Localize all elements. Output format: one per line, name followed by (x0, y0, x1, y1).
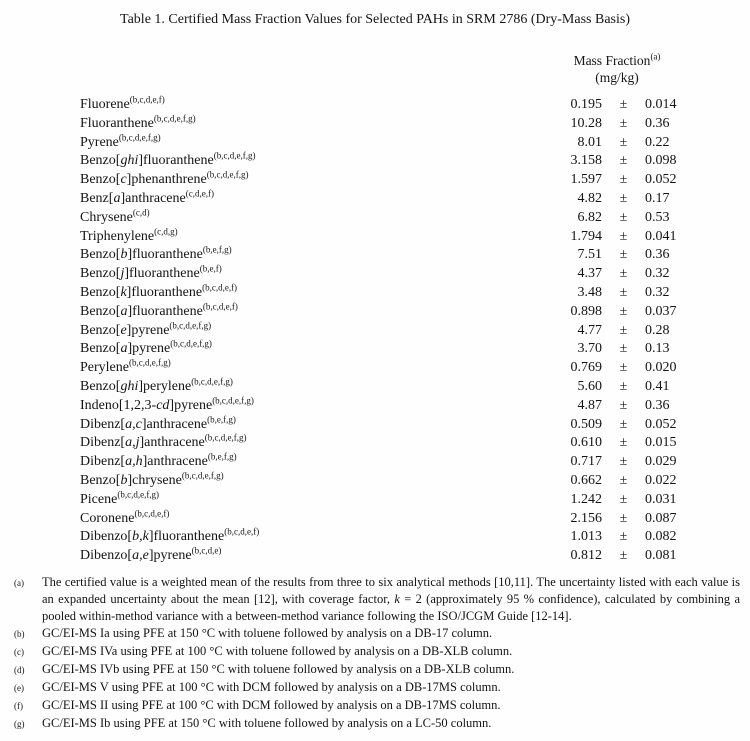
method-superscript: (c,d,g) (154, 225, 178, 236)
uncertainty-value: 0.17 (645, 190, 670, 206)
footnote (14, 643, 740, 661)
table-row (80, 526, 680, 548)
footnotes (14, 574, 740, 733)
plus-minus-sign: ± (619, 491, 628, 507)
footnote-text: GC/EI-MS IVa using PFE at 100 °C with toluene followed by analysis on a DB-XLB column. (42, 644, 513, 658)
compound-name: Chrysene$^{(c,d)}$ (80, 207, 150, 225)
uncertainty-value: 0.015 (645, 435, 677, 451)
footnote-text: GC/EI-MS Ia using PFE at 150 °C with toluene followed by analysis on a DB-17 column. (42, 626, 493, 640)
method-superscript: (b,e,f,g) (202, 244, 232, 255)
compound-name: Perylene$^{(b,c,d,e,f,g)}$ (80, 357, 171, 376)
method-superscript: (b,c,d,e,f,g) (170, 338, 212, 349)
plus-minus-sign: ± (619, 416, 628, 432)
plus-minus-sign: ± (619, 548, 628, 564)
method-superscript: (b,c,d,e,f) (202, 301, 238, 312)
compound-name: Benzo[b]chrysene$^{(b,c,d,e,f,g)}$ (80, 470, 224, 488)
compound-name: Triphenylene$^{(c,d,g)}$ (80, 225, 178, 244)
uncertainty-value: 0.36 (645, 247, 670, 263)
uncertainty-value: 0.031 (645, 491, 677, 507)
method-superscript: (b,c,d,e,f,g) (153, 113, 196, 124)
table-row (80, 507, 680, 530)
table-row (80, 150, 680, 172)
compound-name: Picene$^{(b,c,d,e,f,g)}$ (80, 489, 160, 507)
footnote (14, 715, 740, 733)
table-row (80, 263, 680, 285)
mass-fraction-value: 4.87 (577, 397, 602, 413)
method-superscript: (b,e,f) (199, 263, 222, 274)
compound-name: Fluoranthene$^{(b,c,d,e,f,g)}$ (80, 113, 196, 131)
compound-name: Indeno[1,2,3-cd]pyrene$^{(b,c,d,e,f,g)}$ (80, 395, 254, 413)
footnote-marker: (g) (14, 719, 25, 729)
footnote-marker: (f) (14, 701, 23, 711)
footnote (14, 625, 740, 643)
plus-minus-sign: ± (619, 529, 628, 545)
plus-minus-sign: ± (619, 134, 628, 150)
table-row (80, 225, 680, 248)
column-header-unit: (mg/kg) (595, 70, 639, 85)
uncertainty-value: 0.32 (645, 284, 670, 300)
mass-fraction-value: 7.51 (577, 247, 602, 263)
plus-minus-sign: ± (619, 435, 628, 451)
table-row (80, 432, 680, 454)
mass-fraction-value: 0.898 (570, 303, 602, 319)
footnote (14, 661, 740, 679)
uncertainty-value: 0.029 (645, 454, 677, 470)
uncertainty-value: 0.020 (645, 360, 677, 376)
mass-fraction-value: 1.242 (570, 491, 602, 507)
plus-minus-sign: ± (619, 284, 628, 300)
table-row (80, 113, 680, 135)
plus-minus-sign: ± (619, 397, 628, 413)
method-superscript: (b,c,d,e,f) (202, 282, 238, 293)
footnote-text: GC/EI-MS IVb using PFE at 150 °C with toluene followed by analysis on a DB-XLB column. (42, 662, 515, 676)
footnote-marker: (a) (14, 578, 24, 588)
compound-name: Dibenz[a,h]anthracene$^{(b,e,f,g)}$ (80, 451, 237, 470)
footnote-text: The certified value is a weighted mean of the results from three to six analytical methods [10,11]. The uncertainty listed with each value is an expanded uncertainty about the mean [12], with coverage factor, k = 2 (approximately 95 % confidence), calculated by combining a pooled within-method variance with a between-method variance following the ISO/JCGM Guide [12-14]. (42, 575, 740, 623)
plus-minus-sign: ± (619, 341, 628, 357)
plus-minus-sign: ± (619, 247, 628, 263)
plus-minus-sign: ± (619, 228, 628, 244)
table-row (80, 545, 680, 567)
uncertainty-value: 0.32 (645, 266, 670, 282)
table-row (80, 169, 680, 191)
compound-name: Dibenz[a,c]anthracene$^{(b,e,f,g)}$ (80, 413, 236, 432)
footnote-marker: (b) (14, 629, 25, 639)
table-row (80, 188, 680, 210)
mass-fraction-value: 2.156 (570, 510, 602, 526)
compound-name: Benzo[j]fluoranthene$^{(b,e,f)}$ (80, 263, 222, 282)
table-row (80, 244, 680, 266)
footnote-marker: (d) (14, 665, 25, 675)
mass-fraction-value: 0.717 (570, 454, 602, 470)
compound-name: Fluorene$^{(b,c,d,e,f)}$ (80, 94, 165, 112)
mass-fraction-label: Mass Fraction (573, 53, 651, 68)
method-superscript: (c,d,e,f) (185, 188, 214, 199)
uncertainty-value: 0.41 (645, 378, 670, 394)
table-title: Table 1. Certified Mass Fraction Values for Selected PAHs in SRM 2786 (Dry-Mass Basis) (120, 12, 630, 27)
method-superscript: (b,c,d,e,f,g) (117, 489, 160, 500)
uncertainty-value: 0.087 (645, 510, 677, 526)
table-row (80, 282, 680, 304)
uncertainty-value: 0.081 (645, 548, 677, 564)
plus-minus-sign: ± (619, 209, 628, 225)
compound-name: Dibenzo[b,k]fluoranthene$^{(b,c,d,e,f)}$ (80, 526, 260, 545)
uncertainty-value: 0.098 (645, 153, 677, 169)
plus-minus-sign: ± (619, 97, 628, 112)
table-row (80, 357, 680, 379)
plus-minus-sign: ± (619, 322, 628, 338)
uncertainty-value: 0.22 (645, 134, 670, 150)
mass-fraction-value: 4.77 (577, 322, 602, 338)
method-superscript: (b,c,d,e,f,g) (213, 150, 256, 161)
method-superscript: (b,e,f,g) (207, 413, 236, 424)
mass-fraction-value: 1.597 (570, 172, 602, 188)
compound-name: Benzo[a]fluoranthene$^{(b,c,d,e,f)}$ (80, 301, 238, 319)
plus-minus-sign: ± (619, 266, 628, 282)
plus-minus-sign: ± (619, 510, 628, 526)
plus-minus-sign: ± (619, 360, 628, 376)
table-row (80, 395, 680, 417)
compound-name: Benzo[k]fluoranthene$^{(b,c,d,e,f)}$ (80, 282, 238, 300)
plus-minus-sign: ± (619, 115, 628, 131)
method-superscript: (b,c,d,e,f,g) (206, 169, 249, 180)
footnote-text: GC/EI-MS II using PFE at 100 °C with DCM followed by analysis on a DB-17MS column. (42, 698, 501, 712)
method-superscript: (b,c,d,e,f,g) (204, 432, 247, 443)
plus-minus-sign: ± (619, 378, 628, 394)
footnote-text: GC/EI-MS V using PFE at 100 °C with DCM followed by analysis on a DB-17MS column. (42, 680, 501, 694)
mass-fraction-value: 0.195 (570, 97, 602, 112)
table-row (80, 413, 680, 436)
plus-minus-sign: ± (619, 454, 628, 470)
table-row (80, 376, 680, 398)
compound-name: Dibenz[a,j]anthracene$^{(b,c,d,e,f,g)}$ (80, 432, 247, 451)
uncertainty-value: 0.53 (645, 209, 670, 225)
header-footnote-marker: (a) (650, 51, 661, 62)
method-superscript: (b,c,d,e) (191, 545, 222, 556)
table-rows (80, 94, 680, 567)
plus-minus-sign: ± (619, 472, 628, 488)
mass-fraction-value: 8.01 (577, 134, 602, 150)
method-superscript: (b,c,d,e,f) (129, 94, 165, 105)
compound-name: Pyrene$^{(b,c,d,e,f,g)}$ (80, 131, 161, 150)
footnote-marker: (e) (14, 683, 24, 693)
mass-fraction-value: 0.509 (570, 416, 602, 432)
mass-fraction-value: 10.28 (570, 115, 602, 131)
uncertainty-value: 0.037 (645, 303, 677, 319)
table-row (80, 451, 680, 473)
footnote (14, 697, 740, 715)
method-superscript: (b,c,d,e,f,g) (128, 357, 171, 368)
compound-name: Benzo[ghi]fluoranthene$^{(b,c,d,e,f,g)}$ (80, 150, 256, 169)
method-superscript: (b,c,d,e,f,g) (118, 131, 161, 142)
compound-name: Benzo[ghi]perylene$^{(b,c,d,e,f,g)}$ (80, 376, 233, 394)
uncertainty-value: 0.041 (645, 228, 677, 244)
uncertainty-value: 0.082 (645, 529, 677, 545)
compound-name: Benzo[e]pyrene$^{(b,c,d,e,f,g)}$ (80, 319, 212, 338)
mass-fraction-value: 4.37 (577, 266, 602, 282)
column-header-label (537, 52, 697, 69)
method-superscript: (b,c,d,e,f) (224, 526, 260, 537)
uncertainty-value: 0.36 (645, 397, 670, 413)
mass-fraction-value: 3.158 (570, 153, 602, 169)
table-row (80, 131, 680, 154)
plus-minus-sign: ± (619, 172, 628, 188)
method-superscript: (c,d) (132, 207, 150, 218)
plus-minus-sign: ± (619, 190, 628, 206)
method-superscript: (b,e,f,g) (207, 451, 237, 462)
footnote (14, 574, 740, 625)
compound-name: Benzo[a]pyrene$^{(b,c,d,e,f,g)}$ (80, 338, 212, 357)
plus-minus-sign: ± (619, 153, 628, 169)
mass-fraction-value: 0.769 (570, 360, 602, 376)
compound-name: Dibenzo[a,e]pyrene$^{(b,c,d,e)}$ (80, 545, 222, 564)
plus-minus-sign: ± (619, 303, 628, 319)
uncertainty-value: 0.052 (645, 172, 677, 188)
method-superscript: (b,c,d,e,f,g) (181, 470, 224, 481)
compound-name: Benzo[c]phenanthrene$^{(b,c,d,e,f,g)}$ (80, 169, 249, 188)
uncertainty-value: 0.022 (645, 472, 677, 488)
method-superscript: (b,c,d,e,f,g) (191, 376, 233, 387)
uncertainty-value: 0.36 (645, 115, 670, 131)
compound-name: Coronene$^{(b,c,d,e,f)}$ (80, 507, 170, 526)
column-header (537, 52, 697, 86)
mass-fraction-value: 1.794 (570, 228, 602, 244)
mass-fraction-value: 1.013 (570, 529, 602, 545)
method-superscript: (b,c,d,e,f,g) (169, 319, 212, 330)
uncertainty-value: 0.13 (645, 341, 670, 357)
mass-fraction-value: 3.48 (577, 284, 602, 300)
uncertainty-value: 0.014 (645, 97, 677, 112)
mass-fraction-value: 5.60 (577, 378, 602, 394)
mass-fraction-value: 4.82 (577, 190, 602, 206)
footnote-marker: (c) (14, 647, 24, 657)
mass-fraction-value: 0.610 (570, 435, 602, 451)
compound-name: Benz[a]anthracene$^{(c,d,e,f)}$ (80, 188, 214, 206)
method-superscript: (b,c,d,e,f) (134, 507, 170, 518)
mass-fraction-value: 3.70 (577, 341, 602, 357)
mass-fraction-value: 0.662 (570, 472, 602, 488)
uncertainty-value: 0.28 (645, 322, 670, 338)
footnote (14, 679, 740, 697)
compound-name: Benzo[b]fluoranthene$^{(b,e,f,g)}$ (80, 244, 232, 263)
method-superscript: (b,c,d,e,f,g) (212, 395, 254, 406)
footnote-text: GC/EI-MS Ib using PFE at 150 °C with toluene followed by analysis on a LC-50 column. (42, 716, 492, 730)
uncertainty-value: 0.052 (645, 416, 677, 432)
mass-fraction-value: 0.812 (570, 548, 602, 564)
mass-fraction-value: 6.82 (577, 209, 602, 225)
table-row (80, 470, 680, 492)
table-row (80, 489, 680, 511)
